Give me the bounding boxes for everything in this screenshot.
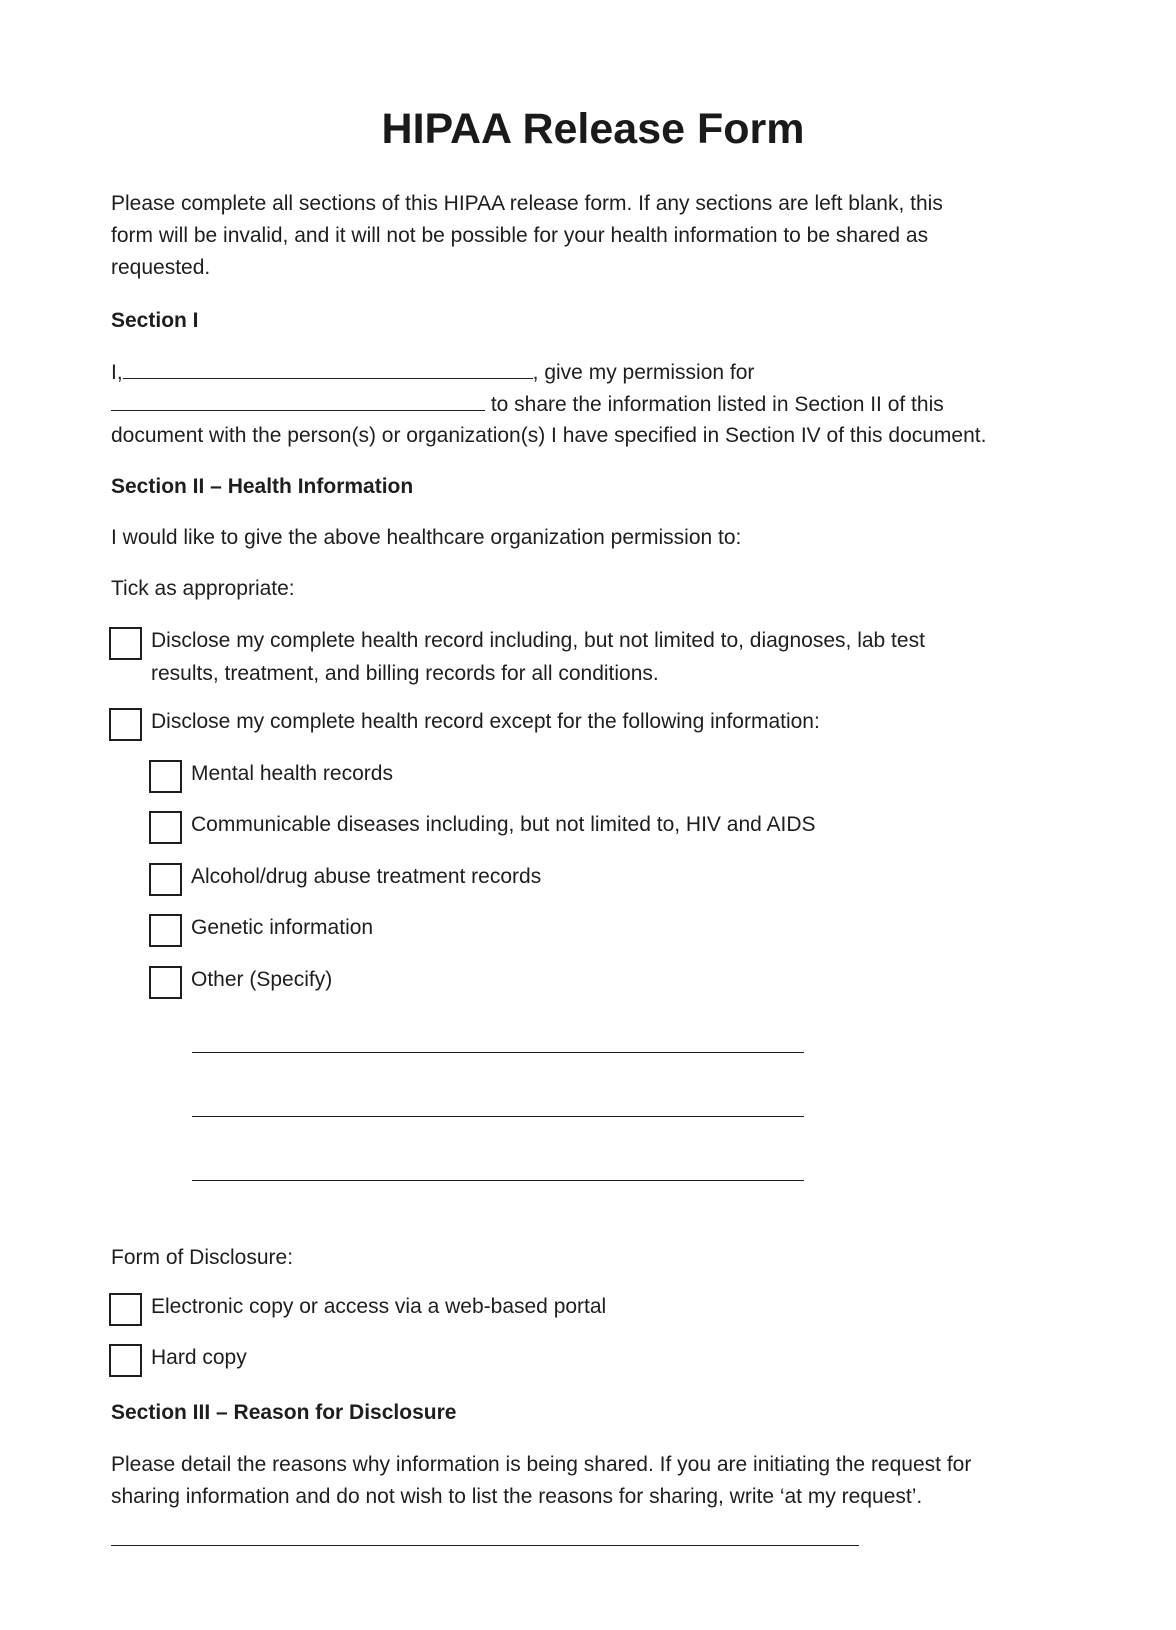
mental-health-checkbox[interactable] bbox=[149, 760, 182, 793]
disclosure-electronic bbox=[109, 1293, 606, 1326]
reason-for-disclosure-line[interactable] bbox=[111, 1545, 859, 1546]
reason-instructions-line-1: Please detail the reasons why information is being shared. If you are initiating the request for bbox=[111, 1453, 972, 1476]
communicable-diseases-label: Communicable diseases including, but not limited to, HIV and AIDS bbox=[191, 813, 816, 836]
genetic-label: Genetic information bbox=[191, 916, 374, 939]
section-1-prefix: I, bbox=[111, 361, 123, 384]
complete-record-label bbox=[151, 625, 925, 690]
intro-line-1: Please complete all sections of this HIPAA release form. If any sections are left blank, this bbox=[111, 192, 943, 215]
communicable-diseases-checkbox[interactable] bbox=[149, 811, 182, 844]
genetic-checkbox[interactable] bbox=[149, 914, 182, 947]
complete-record-label-line-2: results, treatment, and billing records for all conditions. bbox=[151, 661, 659, 685]
except-record-checkbox[interactable] bbox=[109, 708, 142, 741]
intro-line-3: requested. bbox=[111, 256, 211, 279]
section-2-heading: Section II – Health Information bbox=[111, 475, 414, 498]
exception-alcohol-drug bbox=[149, 863, 541, 896]
hard-copy-checkbox[interactable] bbox=[109, 1344, 142, 1377]
form-of-disclosure-label: Form of Disclosure: bbox=[111, 1246, 294, 1269]
exception-other bbox=[149, 966, 332, 999]
option-except-record bbox=[109, 708, 820, 741]
electronic-copy-label: Electronic copy or access via a web-based portal bbox=[151, 1295, 607, 1318]
exception-genetic bbox=[149, 914, 373, 947]
intro-line-2: form will be invalid, and it will not be possible for your health information to be shared as bbox=[111, 224, 929, 247]
complete-record-checkbox[interactable] bbox=[109, 627, 142, 660]
other-checkbox[interactable] bbox=[149, 966, 182, 999]
electronic-copy-checkbox[interactable] bbox=[109, 1293, 142, 1326]
other-specify-line-3[interactable] bbox=[192, 1180, 804, 1181]
other-specify-line-1[interactable] bbox=[192, 1052, 804, 1053]
patient-name-field[interactable] bbox=[123, 356, 533, 379]
section-1-line-1 bbox=[111, 356, 754, 390]
except-record-label: Disclose my complete health record except for the following information: bbox=[151, 710, 820, 733]
organization-name-field[interactable] bbox=[111, 388, 485, 411]
section-1-heading: Section I bbox=[111, 309, 199, 332]
alcohol-drug-label: Alcohol/drug abuse treatment records bbox=[191, 865, 542, 888]
exception-mental-health bbox=[149, 760, 393, 793]
section-1-permission-text: , give my permission for bbox=[532, 361, 755, 384]
disclosure-hard-copy bbox=[109, 1344, 247, 1377]
exception-communicable-diseases bbox=[149, 811, 816, 844]
tick-instruction: Tick as appropriate: bbox=[111, 577, 295, 600]
mental-health-label: Mental health records bbox=[191, 762, 393, 785]
permission-statement: I would like to give the above healthcare organization permission to: bbox=[111, 526, 742, 549]
complete-record-label-line-1: Disclose my complete health record including, but not limited to, diagnoses, lab test bbox=[151, 629, 925, 652]
reason-instructions-line-2: sharing information and do not wish to list the reasons for sharing, write ‘at my request’. bbox=[111, 1485, 923, 1508]
section-1-line-2 bbox=[111, 388, 944, 422]
section-1-line-3: document with the person(s) or organization(s) I have specified in Section IV of this document. bbox=[111, 424, 987, 447]
other-specify-line-2[interactable] bbox=[192, 1116, 804, 1117]
form-title: HIPAA Release Form bbox=[381, 105, 805, 153]
section-1-share-text: to share the information listed in Section II of this bbox=[485, 393, 944, 416]
option-complete-record bbox=[109, 627, 925, 690]
alcohol-drug-checkbox[interactable] bbox=[149, 863, 182, 896]
section-3-heading: Section III – Reason for Disclosure bbox=[111, 1401, 457, 1424]
other-label: Other (Specify) bbox=[191, 968, 333, 991]
hard-copy-label: Hard copy bbox=[151, 1346, 247, 1369]
